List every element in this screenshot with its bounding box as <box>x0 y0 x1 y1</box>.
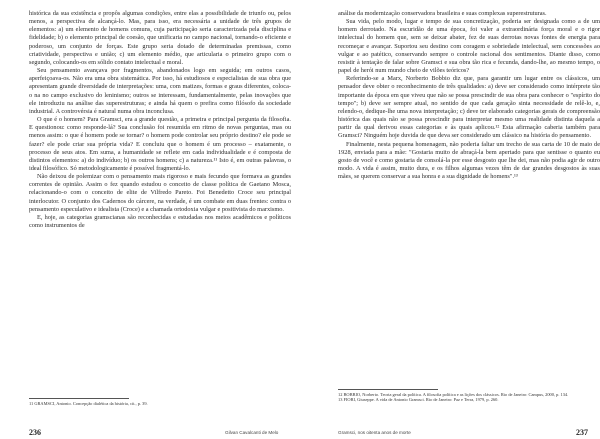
paragraph: Finalmente, nesta pequena homenagem, não poderia faltar um trecho de sua carta de 10 de maio de 1928, enviada para a mãe: "Gostaria muito de abraçá-la bem apertado para que sentisse o quanto eu gosto de você e como gostaria de consolá-la por esse desgosto que lhe dei, mas não podia agir de outro modo. A vida é assim, muito dura, e os filhos algumas vezes têm de dar grandes desgostos às suas mães, se querem conservar a sua honra e a sua dignidade de homens".¹³ <box>338 140 600 181</box>
paragraph: Referindo-se a Marx, Norberto Bobbio diz que, para garantir um lugar entre os clássicos, um pensador deve obter o reconhecimento de três qualidades: a) deve ser considerado como intérprete tão importante da época em que viveu que não se possa prescindir de sua obra para conhecer o "espírito do tempo"; b) deve ser sempre atual, no sentido de que cada geração sinta necessidade de relê-lo, e, relendo-o, dedique-lhe uma nova interpretação; c) deve ter elaborado categorias gerais de compreensão histórica das quais não se possa prescindir para interpretar mesmo uma realidade distinta daquela a partir da qual derivou essas categorias e às quais aplicou.¹² Esta afirmação caberia também para Gramsci? Ninguém hoje duvida de que deva ser considerado um clássico na história do pensamento. <box>338 75 600 140</box>
page-number-right: 237 <box>576 428 588 437</box>
right-footnotes <box>338 389 600 403</box>
paragraph: O que é o homem? Para Gramsci, era a grande questão, a primeira e principal pergunta da filosofia. E questionou: como responde-lá? Sua conclusão foi resumida em ritmo de novas perguntas, mas ou menos assim: o que é homem pode se tornar? o homem pode controlar seu próprio destino? ele pode se fazer? ele pode criar sua própria vida? E concluiu que o homem é um processo – exatamente, o processo de seus atos. Em suma, a humanidade se reflete em cada individualidade e é composta de distintos elementos: a) do indivíduo; b) os outros homens; c) a natureza.¹¹ Isto é, em outras palavras, o ideal filosófico. Só metodologicamente é possível fragmentá-lo. <box>29 116 291 172</box>
running-head-right: Gramsci, nos oitenta anos de morte <box>338 430 411 435</box>
paragraph: Não deixou de polemizar com o pensamento mais rigoroso e mais fecundo que formava as grandes correntes de opinião. Assim o fez quando estudou o conceito de classe política de Gaetano Mosca, relacionando-o com o conceito de elite de Vilfredo Pareto. Foi Benedetto Croce seu principal interlocutor. O conjunto dos Cadernos do cárcere, na verdade, é um combate em duas frentes: contra o pensamento especulativo e idealista (Croce) e a chamada ortodoxia vulgar e positivista do marxismo. <box>29 173 291 213</box>
footnote-divider <box>338 389 438 390</box>
paragraph: histórica da sua existência e propôs algumas condições, entre elas a possibilidade de triunfo ou, pelos menos, a perspectiva de alcançá-lo. Mas, para isso, era necessária a unidade de três grupos de elementos: a) um elemento de homens comuns, cuja participação seria caracterizada pela disciplina e fidelidade; b) o elemento principal de coesão, que unificaria no campo nacional, tornando-o eficiente e poderoso, um conjunto de forças. Este grupo seria dotado de determinadas premissas, como criatividade, perspectiva e união; c) um elemento médio, que articularia o primeiro grupo com o segundo, colocando-os em sólido contato intelectual e moral. <box>29 10 291 66</box>
page-number-left: 236 <box>29 428 41 437</box>
running-head-left: Gilvan Cavalcanti de Melo <box>225 430 279 435</box>
right-page-body <box>338 10 600 181</box>
paragraph: análise da modernização conservadora brasileira e suas complexas superestruturas. <box>338 10 547 17</box>
paragraph: Seu pensamento avançava por fragmentos, abandonados logo em seguida; em outros casos, aperfeiçoava-os. Não era uma obra sistemática. Por isso, há estudiosos e especialistas de sua obra que apresentam grande diversidade de interpretações: uma, com matizes, formas e graus diferentes, coloca-o na no campo exclusivo do leninismo; outros se interessam, fundamentalmente, pelas inovações que ele introduziu na análise das superestruturas; e ainda há quem o prefira como filósofo da sociedade industrial. A controvérsia é natural numa obra inconclusa. <box>29 67 291 115</box>
footnote: 13 FIORI, Giuseppe. A vida de Antonio Gramsci. Rio de Janeiro: Paz e Terra, 1979, p. 260. <box>338 397 499 403</box>
footnote: 11 GRAMSCI, Antonio. Concepção dialética da história, cit., p. 39. <box>29 401 148 406</box>
paragraph: Sua vida, pelo modo, lugar e tempo de sua concretização, poderia ser designada como a de um homem derrotado. Na escuridão de uma época, foi valer a extraordinária força moral e o rigor intelectual do homem que, sem se deixar abater, fez de suas derrotas novas fontes de energia para recomeçar e avançar. Suportou seu destino com coragem e sobriedade intelectual, sem concessões ao vulgar e ao patético, conservando sempre o controle racional dos sentimentos. Diante disso, como resistir à tentação de falar sobre Gramsci e sua obra tão rica e fecunda, dando-lhe, ao mesmo tempo, o papel de herói num mundo cheio de vilões teóricos? <box>338 18 600 75</box>
left-page-body <box>29 10 291 230</box>
footnote: 12 BOBBIO, Norberto. Teoria geral da política. A filosofia política e as lições dos clássicos. Rio de Janeiro: Campus, 2000, p. 134. <box>338 392 569 397</box>
paragraph: E, hoje, as categorias gramscianas são reconhecidas e estudadas nos meios acadêmicos e políticos como instrumentos de <box>29 213 291 230</box>
left-footnotes <box>29 398 291 406</box>
footnote-divider <box>29 398 129 399</box>
